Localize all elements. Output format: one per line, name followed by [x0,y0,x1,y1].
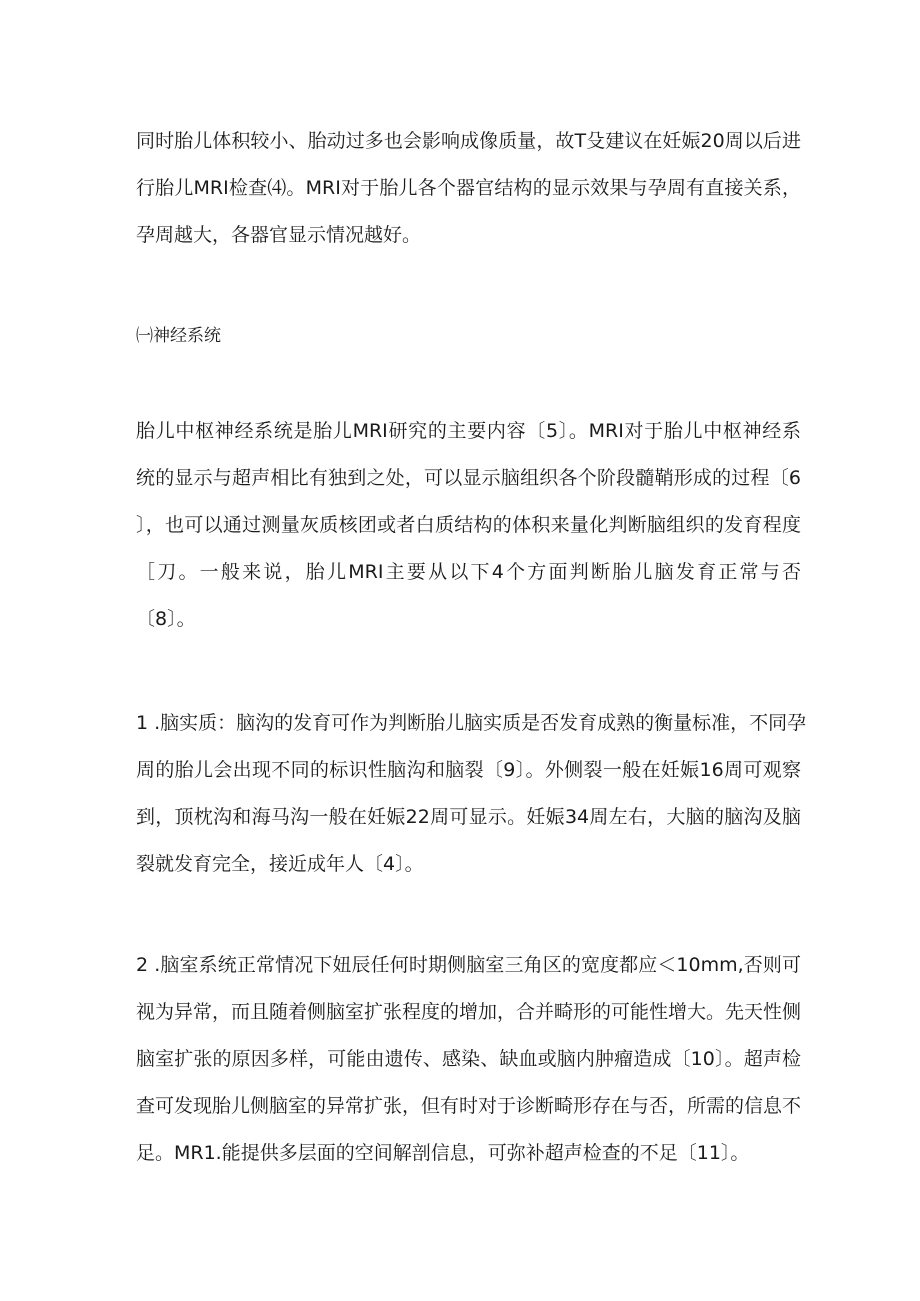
paragraph-cns [136,408,801,643]
text-line: 裂就发育完全，接近成年人〔4〕。 [136,853,424,875]
text-line: 统的显示与超声相比有独到之处，可以显示脑组织各个阶段髓鞘形成的过程〔6 [136,467,801,489]
text-line: 周的胎儿会出现不同的标识性脑沟和脑裂〔9〕。外侧裂一般在妊娠16周可观察 [136,759,801,781]
paragraph-intro [136,118,801,259]
text-line: 行胎儿MRI检查⑷。MRI对于胎儿各个器官结构的显示效果与孕周有直接关系， [136,177,801,199]
text-line: 同时胎儿体积较小、胎动过多也会影响成像质量，故T殳建议在妊娠20周以后进 [136,130,801,152]
text-line: 〕，也可以通过测量灰质核团或者白质结构的体积来量化判断脑组织的发育程度 [136,514,801,536]
text-line: ［刀。一般来说，胎儿MRI主要从以下4个方面判断胎儿脑发育正常与否 [136,561,801,583]
text-line: 查可发现胎儿侧脑室的异常扩张，但有时对于诊断畸形存在与否，所需的信息不 [136,1095,802,1117]
text-line: 1 .脑实质：脑沟的发育可作为判断胎儿脑实质是否发育成熟的衡量标准，不同孕 [136,712,807,734]
section-heading: ㈠神经系统 [136,326,221,346]
text-line: 脑室扩张的原因多样，可能由遗传、感染、缺血或脑内肿瘤造成〔10〕。超声检 [136,1048,801,1070]
text-line: 〔8〕。 [136,608,196,630]
text-line: 胎儿中枢神经系统是胎儿MRI研究的主要内容〔5〕。MRI对于胎儿中枢神经系 [136,420,801,442]
paragraph-item-2 [136,942,801,1177]
text-line: 足。MR1.能提供多层面的空间解剖信息，可弥补超声检查的不足〔11〕。 [136,1142,750,1164]
text-line: 到，顶枕沟和海马沟一般在妊娠22周可显示。妊娠34周左右，大脑的脑沟及脑 [136,806,801,828]
paragraph-item-1 [136,700,807,888]
text-line: 2 .脑室系统正常情况下妞辰任何时期侧脑室三角区的宽度都应＜10mm,否则可 [136,954,801,976]
text-line: 视为异常，而且随着侧脑室扩张程度的增加，合并畸形的可能性增大。先天性侧 [136,1001,802,1023]
text-line: 孕周越大，各器官显示情况越好。 [136,224,422,246]
